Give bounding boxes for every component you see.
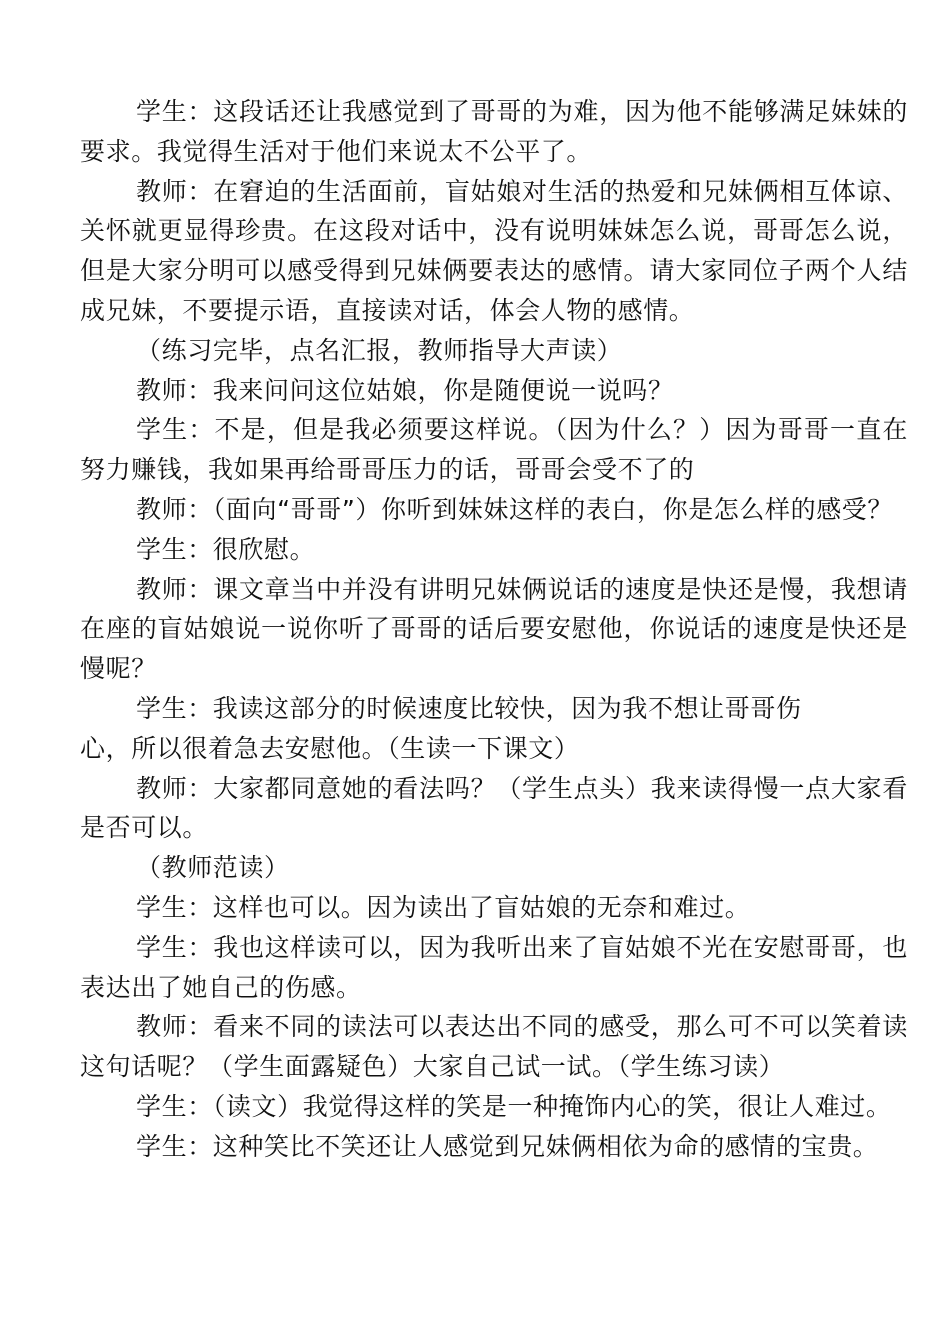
document-page: [80, 92, 908, 1167]
paragraph: 教师：我来问问这位姑娘，你是随便说一说吗？: [136, 375, 674, 405]
paragraph: 教师：课文章当中并没有讲明兄妹俩说话的速度是快还是慢，我想请在座的盲姑娘说一说你听了哥哥的话后要安慰他，你说话的速度是快还是慢呢？: [80, 574, 908, 684]
paragraph: 学生：这段话还让我感觉到了哥哥的为难，因为他不能够满足妹妹的要求。我觉得生活对于他们来说太不公平了。: [80, 97, 908, 166]
paragraph: 教师：在窘迫的生活面前，盲姑娘对生活的热爱和兄妹俩相互体谅、关怀就更显得珍贵。在这段对话中，没有说明妹妹怎么说，哥哥怎么说，但是大家分明可以感受得到兄妹俩要表达的感情。请大家同位子两个人结成兄妹，不要提示语，直接读对话，体会人物的感情。: [80, 176, 908, 325]
paragraph: （教师范读）: [136, 853, 290, 883]
paragraph: 学生：我读这部分的时候速度比较快，因为我不想让哥哥伤: [136, 693, 802, 723]
paragraph: 教师：（面向“哥哥”）你听到妹妹这样的表白，你是怎么样的感受？: [136, 494, 894, 524]
paragraph: 学生：这种笑比不笑还让人感觉到兄妹俩相依为命的感情的宝贵。: [136, 1131, 879, 1161]
paragraph-continuation: 心，所以很着急去安慰他。（生读一下课文）: [80, 733, 580, 763]
paragraph: （练习完毕，点名汇报，教师指导大声读）: [136, 335, 623, 365]
paragraph: 教师：大家都同意她的看法吗？（学生点头）我来读得慢一点大家看是否可以。: [80, 773, 908, 843]
paragraph: 学生：（读文）我觉得这样的笑是一种掩饰内心的笑，很让人难过。: [136, 1091, 892, 1121]
paragraph: 学生：我也这样读可以，因为我听出来了盲姑娘不光在安慰哥哥，也表达出了她自己的伤感。: [80, 932, 908, 1002]
paragraph: 教师：看来不同的读法可以表达出不同的感受，那么可不可以笑着读这句话呢？（学生面露疑色）大家自己试一试。（学生练习读）: [80, 1012, 908, 1082]
paragraph: 学生：这样也可以。因为读出了盲姑娘的无奈和难过。: [136, 892, 751, 922]
paragraph: 学生：不是，但是我必须要这样说。（因为什么？）因为哥哥一直在努力赚钱，我如果再给哥哥压力的话，哥哥会受不了的: [80, 415, 908, 485]
paragraph: 学生：很欣慰。: [136, 534, 316, 564]
